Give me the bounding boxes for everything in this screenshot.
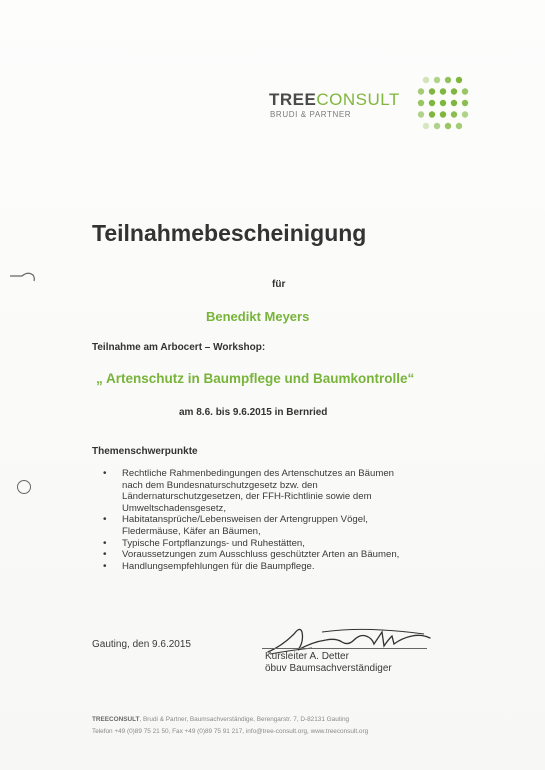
logo-dot <box>429 88 435 94</box>
logo-dot <box>462 111 468 117</box>
logo-dot <box>445 77 451 83</box>
participation-line: Teilnahme am Arbocert – Workshop: <box>92 342 266 353</box>
page-title: Teilnahmebescheinigung <box>92 220 367 246</box>
topic-line: Rechtliche Rahmenbedingungen des Artenschutzes an Bäumen <box>122 468 395 479</box>
topic-line: Habitatansprüche/Lebensweisen der Artengruppen Vögel, <box>122 514 368 526</box>
bullet-icon: • <box>103 560 107 572</box>
logo-dot <box>456 123 462 129</box>
for-label: für <box>272 279 286 290</box>
topic-item <box>100 538 450 550</box>
logo-dot <box>434 77 440 83</box>
footer-address-rest: , Brudi & Partner, Baumsachverständige, Berengarstr. 7, D-82131 Gauting <box>139 716 350 723</box>
topic-line: nach dem Bundesnaturschutzgesetz bzw. den <box>122 479 318 491</box>
logo-wordmark <box>269 90 400 110</box>
topics-heading: Themenschwerpunkte <box>92 446 198 457</box>
logo-dot <box>440 111 446 117</box>
logo-tree: TREE <box>269 90 317 109</box>
logo-dot <box>440 88 446 94</box>
signature-line <box>262 648 427 649</box>
topic-item <box>100 514 450 537</box>
logo-dot <box>451 88 457 94</box>
workshop-dates: am 8.6. bis 9.6.2015 in Bernried <box>179 407 328 418</box>
topic-line: Fledermäuse, Käfer an Bäumen, <box>122 525 261 537</box>
topic-line: Handlungsempfehlungen für die Baumpflege. <box>122 560 315 572</box>
topic-item <box>100 561 450 573</box>
topic-line: Typische Fortpflanzungs- und Ruhestätten, <box>122 537 305 549</box>
logo-dot <box>456 77 462 83</box>
logo-dot <box>434 123 440 129</box>
topic-item <box>100 549 450 561</box>
logo-dot-grid-icon <box>415 74 475 134</box>
topic-line: Voraussetzungen zum Ausschluss geschützter Arten an Bäumen, <box>122 549 400 561</box>
bullet-icon: • <box>103 514 107 526</box>
logo-dot <box>451 111 457 117</box>
logo-consult: CONSULT <box>316 90 400 109</box>
logo-dot <box>418 88 424 94</box>
logo-dot <box>451 100 457 106</box>
logo-dot <box>429 100 435 106</box>
topics-list <box>100 468 450 572</box>
signer-role: öbuv Baumsachverständiger <box>265 663 392 674</box>
workshop-title: „ Artenschutz in Baumpflege und Baumkontrolle“ <box>96 371 415 386</box>
signer-name: Kursleiter A. Detter <box>265 651 349 662</box>
bullet-icon: • <box>103 468 107 479</box>
bullet-icon: • <box>103 549 107 561</box>
topic-item <box>100 468 450 514</box>
logo-dot <box>418 100 424 106</box>
logo-dot <box>445 123 451 129</box>
punch-mark-top <box>8 268 38 284</box>
bullet-icon: • <box>103 537 107 549</box>
participant-name: Benedikt Meyers <box>206 309 310 324</box>
topic-line: Ländernaturschutzgesetzen, der FFH-Richtlinie sowie dem <box>122 491 372 503</box>
logo-dot <box>462 88 468 94</box>
footer-brand: TREECONSULT <box>92 716 140 723</box>
logo-dot <box>429 111 435 117</box>
logo-dot <box>423 77 429 83</box>
footer-address <box>92 716 349 723</box>
place-date: Gauting, den 9.6.2015 <box>92 639 191 650</box>
footer-contact: Telefon +49 (0)89 75 21 50, Fax +49 (0)89 75 91 217, info@tree-consult.org, www.treeconsult.org <box>92 728 369 735</box>
logo-dot <box>440 100 446 106</box>
topic-line: Umweltschadensgesetz, <box>122 502 226 514</box>
logo-dot <box>462 100 468 106</box>
punch-hole <box>17 480 31 494</box>
logo-dot <box>423 123 429 129</box>
logo-dot <box>418 111 424 117</box>
logo-subtitle: BRUDI & PARTNER <box>270 110 352 119</box>
